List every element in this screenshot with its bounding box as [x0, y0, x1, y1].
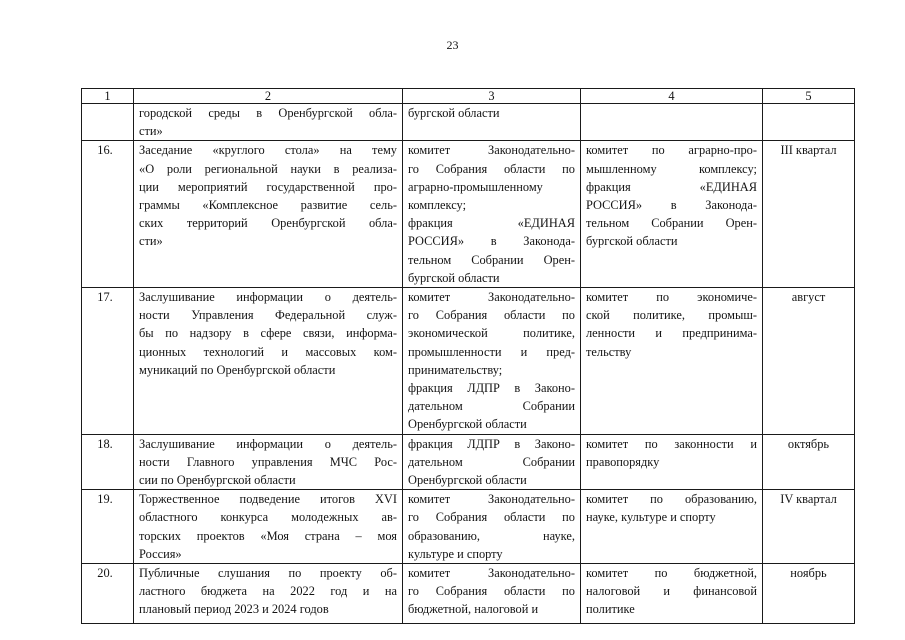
period-cell: IV квартал — [763, 490, 855, 564]
text-line: ности Управления Федеральной служ- — [139, 308, 397, 323]
table-row — [82, 288, 855, 435]
row-number-cell: 18. — [82, 434, 134, 490]
text-line: политике — [586, 602, 635, 617]
period-cell: ноябрь — [763, 564, 855, 624]
table-header-row — [82, 89, 855, 104]
period-cell: август — [763, 288, 855, 435]
organizer-cell — [403, 141, 581, 288]
text-line: городской среды в Оренбургской обла- — [139, 106, 397, 120]
table-row — [82, 104, 855, 141]
period-cell — [763, 104, 855, 141]
text-line: Заседание «круглого стола» на тему — [139, 143, 397, 158]
text-line: бургской области — [586, 234, 678, 249]
text-line: бургской области — [408, 270, 500, 285]
text-line: Заслушивание информации о деятель- — [139, 290, 397, 305]
text-line: Россия» — [139, 546, 182, 561]
text-line: комитет Законодательно- — [408, 492, 575, 507]
row-number-cell: 17. — [82, 288, 134, 435]
row-number-cell: 20. — [82, 564, 134, 624]
row-number-cell — [82, 104, 134, 141]
text-line: ской политике, промыш- — [586, 308, 757, 323]
text-line: областного конкурса молодежных ав- — [139, 510, 397, 525]
text-line: ленности и предпринима- — [586, 326, 757, 341]
participants-cell — [581, 490, 763, 564]
column-header: 2 — [134, 89, 403, 104]
organizer-cell — [403, 490, 581, 564]
text-line: комплексу; — [408, 198, 467, 213]
text-line: комитет по экономиче- — [586, 290, 757, 305]
text-line: сии по Оренбургской области — [139, 473, 296, 488]
text-line: комитет по законности и — [586, 436, 757, 451]
text-line: бы по надзору в сфере связи, информа- — [139, 326, 397, 341]
text-line: го Собрания области по — [408, 161, 575, 176]
text-line: мышленному комплексу; — [586, 161, 757, 176]
text-line: плановый период 2023 и 2024 годов — [139, 602, 329, 617]
text-line: тельном Собрании Орен- — [586, 216, 757, 231]
text-line: экономической политике, — [408, 326, 575, 341]
text-line: правопорядку — [586, 454, 660, 469]
organizer-cell — [403, 434, 581, 490]
organizer-cell — [403, 104, 581, 141]
column-header: 5 — [763, 89, 855, 104]
text-line: ности Главного управления МЧС Рос- — [139, 454, 397, 469]
event-description-cell — [134, 564, 403, 624]
event-description-cell — [134, 104, 403, 141]
participants-cell — [581, 288, 763, 435]
text-line: комитет по бюджетной, — [586, 566, 757, 581]
participants-cell — [581, 564, 763, 624]
event-description-cell — [134, 141, 403, 288]
text-line: го Собрания области по — [408, 510, 575, 525]
text-line: тельном Собрании Орен- — [408, 252, 575, 267]
text-line: сти» — [139, 234, 163, 249]
text-line: комитет Законодательно- — [408, 143, 575, 158]
text-line: сти» — [139, 124, 163, 139]
participants-cell — [581, 434, 763, 490]
column-header: 4 — [581, 89, 763, 104]
text-line: Публичные слушания по проекту об- — [139, 566, 397, 581]
page-number: 23 — [446, 38, 459, 52]
text-line: РОССИЯ» в Законода- — [408, 234, 575, 249]
event-description-cell — [134, 288, 403, 435]
text-line: «О роли региональной науки в реализа- — [139, 161, 397, 176]
event-description-cell — [134, 434, 403, 490]
text-line: фракция «ЕДИНАЯ — [586, 179, 757, 194]
participants-cell — [581, 141, 763, 288]
text-line: фракция ЛДПР в Законо- — [408, 436, 575, 451]
text-line: торских проектов «Моя страна – моя — [139, 528, 397, 543]
text-line: ции мероприятий государственной про- — [139, 179, 397, 194]
row-number-cell: 19. — [82, 490, 134, 564]
text-line: ских территорий Оренбургской обла- — [139, 216, 397, 231]
period-cell: октябрь — [763, 434, 855, 490]
text-line: фракция ЛДПР в Законо- — [408, 381, 575, 396]
text-line: муникаций по Оренбургской области — [139, 362, 336, 377]
text-line: ционных технологий и массовых ком- — [139, 344, 397, 359]
text-line: промышленности и пред- — [408, 344, 575, 359]
text-line: образованию, науке, — [408, 528, 575, 543]
text-line: тельству — [586, 344, 632, 359]
text-line: бургской области — [408, 106, 500, 120]
text-line: дательном Собрании — [408, 454, 575, 469]
text-line: Оренбургской области — [408, 473, 527, 488]
participants-cell — [581, 104, 763, 141]
table-row — [82, 141, 855, 288]
table-row — [82, 490, 855, 564]
text-line: го Собрания области по — [408, 584, 575, 599]
text-line: го Собрания области по — [408, 308, 575, 323]
period-cell: III квартал — [763, 141, 855, 288]
events-table — [81, 88, 855, 624]
text-line: Торжественное подведение итогов XVI — [139, 492, 397, 507]
table-row — [82, 564, 855, 624]
text-line: комитет по образованию, — [586, 492, 757, 507]
text-line: фракция «ЕДИНАЯ — [408, 216, 575, 231]
text-line: науке, культуре и спорту — [586, 510, 716, 525]
text-line: бюджетной, налоговой и — [408, 602, 539, 617]
text-line: дательном Собрании — [408, 399, 575, 414]
text-line: комитет Законодательно- — [408, 290, 575, 305]
text-line: налоговой и финансовой — [586, 584, 757, 599]
table-row — [82, 434, 855, 490]
text-line: комитет по аграрно-про- — [586, 143, 757, 158]
organizer-cell — [403, 564, 581, 624]
text-line: ластного бюджета на 2022 год и на — [139, 584, 397, 599]
text-line: комитет Законодательно- — [408, 566, 575, 581]
text-line: культуре и спорту — [408, 546, 503, 561]
text-line: граммы «Комплексное развитие сель- — [139, 198, 397, 213]
text-line: принимательству; — [408, 362, 503, 377]
event-description-cell — [134, 490, 403, 564]
text-line: аграрно-промышленному — [408, 179, 543, 194]
text-line: Заслушивание информации о деятель- — [139, 436, 397, 451]
text-line: РОССИЯ» в Законода- — [586, 198, 757, 213]
text-line: Оренбургской области — [408, 417, 527, 432]
row-number-cell: 16. — [82, 141, 134, 288]
organizer-cell — [403, 288, 581, 435]
column-header: 3 — [403, 89, 581, 104]
column-header: 1 — [82, 89, 134, 104]
